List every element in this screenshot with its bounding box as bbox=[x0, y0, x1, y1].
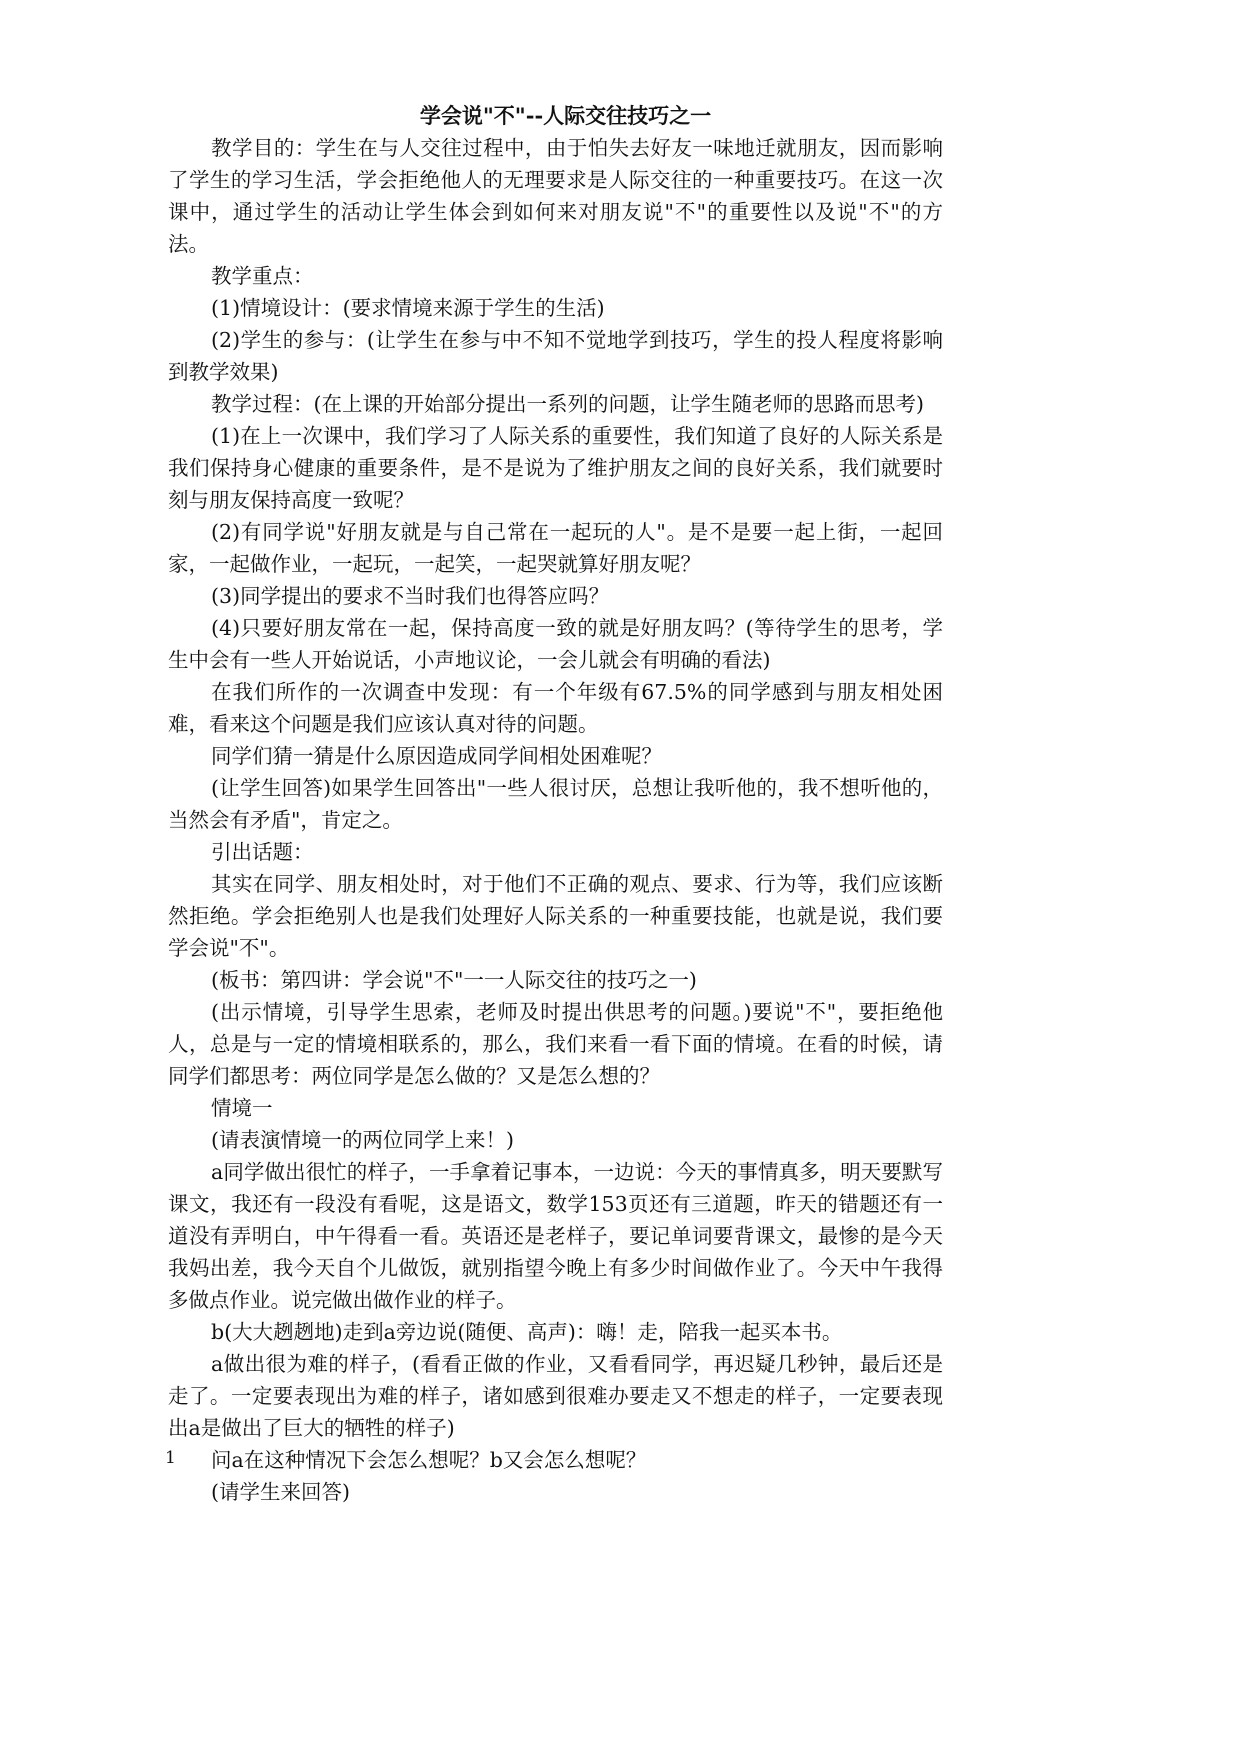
paragraph-question-3: (3)同学提出的要求不当时我们也得答应吗？ bbox=[211, 584, 610, 608]
paragraph-process-heading: 教学过程：(在上课的开始部分提出一系列的问题，让学生随老师的思路而思考) bbox=[211, 392, 925, 416]
paragraph-student-answer: (让学生回答)如果学生回答出"一些人很讨厌，总想让我听他的，我不想听他的，当然会有矛盾"，肯定之。 bbox=[168, 776, 943, 832]
document-body bbox=[168, 100, 943, 1508]
paragraph-scenario-1-heading: 情境一 bbox=[211, 1096, 273, 1120]
paragraph-guess: 同学们猜一猜是什么原因造成同学间相处困难呢？ bbox=[211, 744, 663, 768]
paragraph-key-point-2: (2)学生的参与：(让学生在参与中不知不觉地学到技巧，学生的投人程度将影响到教学效果) bbox=[168, 328, 943, 384]
paragraph-student-b: b(大大趔趔地)走到a旁边说(随便、高声)：嗨！走，陪我一起买本书。 bbox=[211, 1320, 843, 1344]
document-title: 学会说"不"--人际交往技巧之一 bbox=[419, 103, 712, 128]
paragraph-refuse: 其实在同学、朋友相处时，对于他们不正确的观点、要求、行为等，我们应该断然拒绝。学会拒绝别人也是我们处理好人际关系的一种重要技能，也就是说，我们要学会说"不"。 bbox=[168, 872, 943, 960]
paragraph-student-a-reluctant: a做出很为难的样子，(看看正做的作业，又看看同学，再迟疑几秒钟，最后还是走了。一定要表现出为难的样子，诸如感到很难办要走又不想走的样子，一定要表现出a是做出了巨大的牺牲的样子) bbox=[168, 1352, 943, 1440]
paragraph-key-point-1: (1)情境设计：(要求情境来源于学生的生活) bbox=[211, 296, 605, 320]
paragraph-board-note: (板书：第四讲：学会说"不"一一人际交往的技巧之一) bbox=[211, 968, 697, 992]
paragraph-scenario-1-invite: (请表演情境一的两位同学上来！) bbox=[211, 1128, 515, 1152]
page-number: 1 bbox=[165, 1448, 176, 1468]
paragraph-key-points-heading: 教学重点： bbox=[211, 264, 314, 288]
paragraph-ask-students: (请学生来回答) bbox=[211, 1480, 351, 1504]
paragraph-question-2: (2)有同学说"好朋友就是与自己常在一起玩的人"。是不是要一起上街，一起回家，一起做作业，一起玩，一起笑，一起哭就算好朋友呢？ bbox=[168, 520, 943, 576]
paragraph-survey: 在我们所作的一次调查中发现：有一个年级有67.5%的同学感到与朋友相处困难，看来这个问题是我们应该认真对待的问题。 bbox=[168, 680, 943, 736]
paragraph-objective: 教学目的：学生在与人交往过程中，由于怕失去好友一味地迁就朋友，因而影响了学生的学习生活，学会拒绝他人的无理要求是人际交往的一种重要技巧。在这一次课中，通过学生的活动让学生体会到如何来对朋友说"不"的重要性以及说"不"的方法。 bbox=[168, 136, 943, 256]
paragraph-topic-intro: 引出话题： bbox=[211, 840, 314, 864]
paragraph-student-a-busy: a同学做出很忙的样子，一手拿着记事本，一边说：今天的事情真多，明天要默写课文，我还有一段没有看呢，这是语文，数学153页还有三道题，昨天的错题还有一道没有弄明白，中午得看一看。英语还是老样子，要记单词要背课文，最惨的是今天我妈出差，我今天自个儿做饭，就别指望今晚上有多少时间做作业了。今天中午我得多做点作业。说完做出做作业的样子。 bbox=[168, 1160, 943, 1312]
paragraph-reflection-question: 问a在这种情况下会怎么想呢？b又会怎么想呢？ bbox=[211, 1448, 647, 1472]
paragraph-scenario-guide: (出示情境，引导学生思索，老师及时提出供思考的问题。)要说"不"，要拒绝他人，总是与一定的情境相联系的，那么，我们来看一看下面的情境。在看的时候，请同学们都思考：两位同学是怎么做的？又是怎么想的？ bbox=[168, 1000, 943, 1088]
paragraph-question-1: (1)在上一次课中，我们学习了人际关系的重要性，我们知道了良好的人际关系是我们保持身心健康的重要条件，是不是说为了维护朋友之间的良好关系，我们就要时刻与朋友保持高度一致呢？ bbox=[168, 424, 943, 512]
paragraph-question-4: (4)只要好朋友常在一起，保持高度一致的就是好朋友吗？(等待学生的思考，学生中会有一些人开始说话，小声地议论，一会儿就会有明确的看法) bbox=[168, 616, 943, 672]
